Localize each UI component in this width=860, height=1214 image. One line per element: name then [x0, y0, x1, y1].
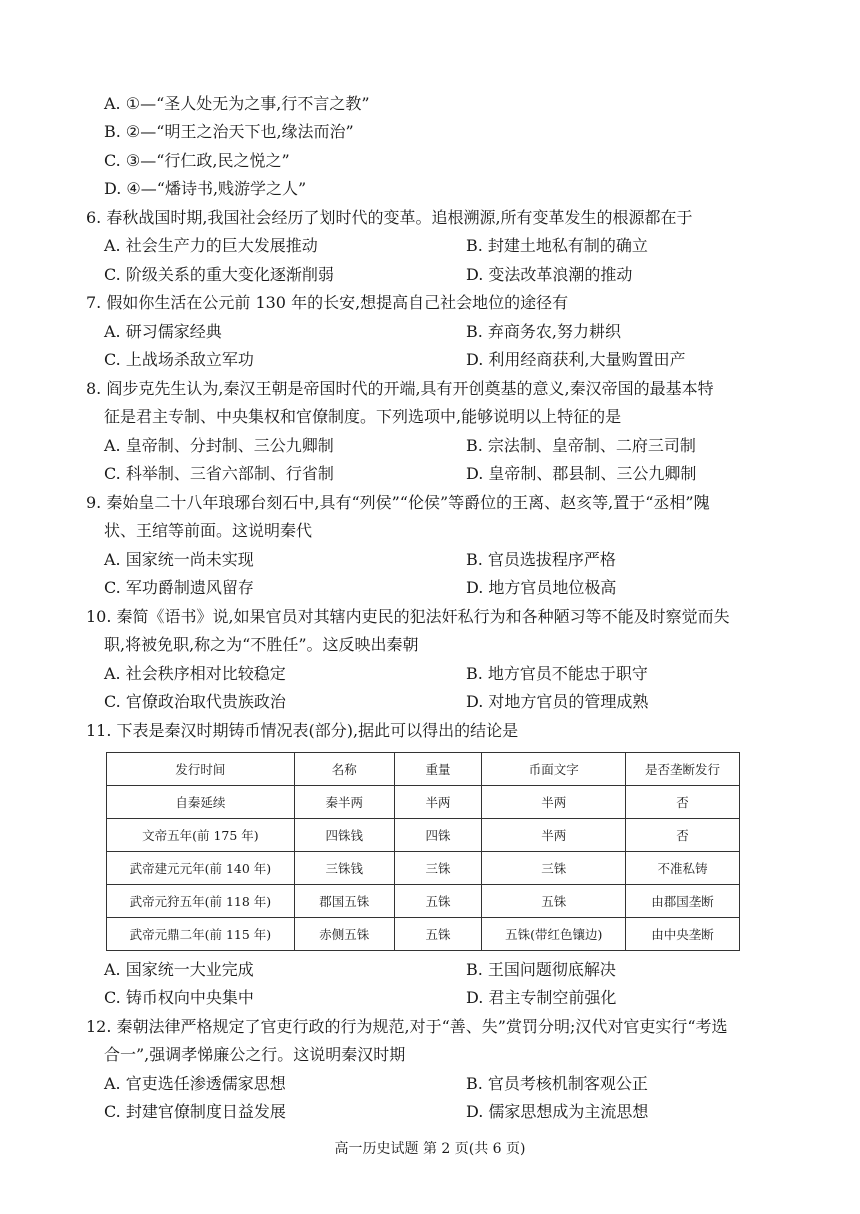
- table-row: [107, 819, 740, 852]
- table-cell: 五铢: [394, 918, 482, 951]
- q8-stem-line2: 征是君主专制、中央集权和官僚制度。下列选项中,能够说明以上特征的是: [104, 407, 622, 426]
- q7-option-b: B. 弃商务农,努力耕织: [466, 322, 622, 341]
- q7-option-c: C. 上战场杀敌立军功: [104, 350, 254, 369]
- q9-option-d: D. 地方官员地位极高: [466, 578, 617, 597]
- q8-option-c: C. 科举制、三省六部制、行省制: [104, 464, 334, 483]
- table-cell: 半两: [482, 786, 626, 819]
- q6-option-b: B. 封建土地私有制的确立: [466, 236, 648, 255]
- q7-option-a: A. 研习儒家经典: [104, 322, 222, 341]
- table-cell: 三铢: [394, 852, 482, 885]
- table-cell: 武帝元狩五年(前 118 年): [107, 885, 295, 918]
- table-cell: 武帝元鼎二年(前 115 年): [107, 918, 295, 951]
- table-cell: 郡国五铢: [294, 885, 394, 918]
- q8-stem-line1: 8. 阎步克先生认为,秦汉王朝是帝国时代的开端,具有开创奠基的意义,秦汉帝国的最基本特: [86, 379, 714, 398]
- q6-stem: 6. 春秋战国时期,我国社会经历了划时代的变革。追根溯源,所有变革发生的根源都在于: [86, 208, 693, 227]
- q12-stem-line1: 12. 秦朝法律严格规定了官吏行政的行为规范,对于“善、失”赏罚分明;汉代对官吏实行“考选: [86, 1017, 728, 1036]
- q5-option-b: B. ②—“明王之治天下也,缘法而治”: [104, 122, 354, 141]
- q7-stem: 7. 假如你生活在公元前 130 年的长安,想提高自己社会地位的途径有: [86, 293, 569, 312]
- q6-option-c: C. 阶级关系的重大变化逐渐削弱: [104, 265, 334, 284]
- q11-option-d: D. 君主专制空前强化: [466, 988, 617, 1007]
- q10-option-b: B. 地方官员不能忠于职守: [466, 664, 648, 683]
- table-header-cell: 发行时间: [107, 753, 295, 786]
- table-cell: 自秦延续: [107, 786, 295, 819]
- table-cell: 秦半两: [294, 786, 394, 819]
- q12-option-d: D. 儒家思想成为主流思想: [466, 1102, 649, 1121]
- q12-option-a: A. 官吏选任渗透儒家思想: [104, 1074, 286, 1093]
- table-header-row: [107, 753, 740, 786]
- table-cell: 三铢钱: [294, 852, 394, 885]
- page-footer: 高一历史试题 第 2 页(共 6 页): [334, 1141, 526, 1157]
- q9-option-a: A. 国家统一尚未实现: [104, 550, 254, 569]
- q6-option-d: D. 变法改革浪潮的推动: [466, 265, 633, 284]
- q9-option-c: C. 军功爵制遗风留存: [104, 578, 254, 597]
- q11-option-c: C. 铸币权向中央集中: [104, 988, 254, 1007]
- table-cell: 四铢钱: [294, 819, 394, 852]
- table-header-cell: 重量: [394, 753, 482, 786]
- table-row: [107, 786, 740, 819]
- q5-option-c: C. ③—“行仁政,民之悦之”: [104, 151, 290, 170]
- q6-option-a: A. 社会生产力的巨大发展推动: [104, 236, 318, 255]
- table-cell: 否: [626, 819, 740, 852]
- table-cell: 不准私铸: [626, 852, 740, 885]
- table-cell: 半两: [394, 786, 482, 819]
- q7-option-d: D. 利用经商获利,大量购置田产: [466, 350, 686, 369]
- table-header-cell: 是否垄断发行: [626, 753, 740, 786]
- table-cell: 半两: [482, 819, 626, 852]
- table-cell: 五铢(带红色镶边): [482, 918, 626, 951]
- q12-option-c: C. 封建官僚制度日益发展: [104, 1102, 286, 1121]
- table-cell: 文帝五年(前 175 年): [107, 819, 295, 852]
- table-cell: 武帝建元元年(前 140 年): [107, 852, 295, 885]
- q9-option-b: B. 官员选拔程序严格: [466, 550, 616, 569]
- q12-option-b: B. 官员考核机制客观公正: [466, 1074, 648, 1093]
- q5-option-d: D. ④—“燔诗书,贱游学之人”: [104, 179, 307, 198]
- table-row: [107, 852, 740, 885]
- q5-option-a: A. ①—“圣人处无为之事,行不言之教”: [104, 94, 370, 113]
- table-cell: 五铢: [394, 885, 482, 918]
- q10-option-a: A. 社会秩序相对比较稳定: [104, 664, 286, 683]
- q12-stem-line2: 合一”,强调孝悌廉公之行。这说明秦汉时期: [104, 1045, 406, 1064]
- q8-option-b: B. 宗法制、皇帝制、二府三司制: [466, 436, 696, 455]
- q10-option-c: C. 官僚政治取代贵族政治: [104, 692, 286, 711]
- table-cell: 五铢: [482, 885, 626, 918]
- q11-option-b: B. 王国问题彻底解决: [466, 960, 616, 979]
- q10-option-d: D. 对地方官员的管理成熟: [466, 692, 649, 711]
- q9-stem-line2: 状、王绾等前面。这说明秦代: [104, 521, 313, 540]
- q8-option-d: D. 皇帝制、郡县制、三公九卿制: [466, 464, 697, 483]
- table-cell: 三铢: [482, 852, 626, 885]
- q8-option-a: A. 皇帝制、分封制、三公九卿制: [104, 436, 334, 455]
- q10-stem-line1: 10. 秦简《语书》说,如果官员对其辖内吏民的犯法奸私行为和各种陋习等不能及时察觉而失: [86, 607, 730, 626]
- table-cell: 赤侧五铢: [294, 918, 394, 951]
- coinage-table: [106, 752, 740, 951]
- table-cell: 由郡国垄断: [626, 885, 740, 918]
- q10-stem-line2: 职,将被免职,称之为“不胜任”。这反映出秦朝: [104, 635, 419, 654]
- table-cell: 由中央垄断: [626, 918, 740, 951]
- table-header-cell: 币面文字: [482, 753, 626, 786]
- table-cell: 四铢: [394, 819, 482, 852]
- table-row: [107, 918, 740, 951]
- q11-stem: 11. 下表是秦汉时期铸币情况表(部分),据此可以得出的结论是: [86, 721, 519, 740]
- q11-option-a: A. 国家统一大业完成: [104, 960, 254, 979]
- table-row: [107, 885, 740, 918]
- table-header-cell: 名称: [294, 753, 394, 786]
- q9-stem-line1: 9. 秦始皇二十八年琅琊台刻石中,具有“列侯”“伦侯”等爵位的王离、赵亥等,置于“丞相”隗: [86, 493, 710, 512]
- table-cell: 否: [626, 786, 740, 819]
